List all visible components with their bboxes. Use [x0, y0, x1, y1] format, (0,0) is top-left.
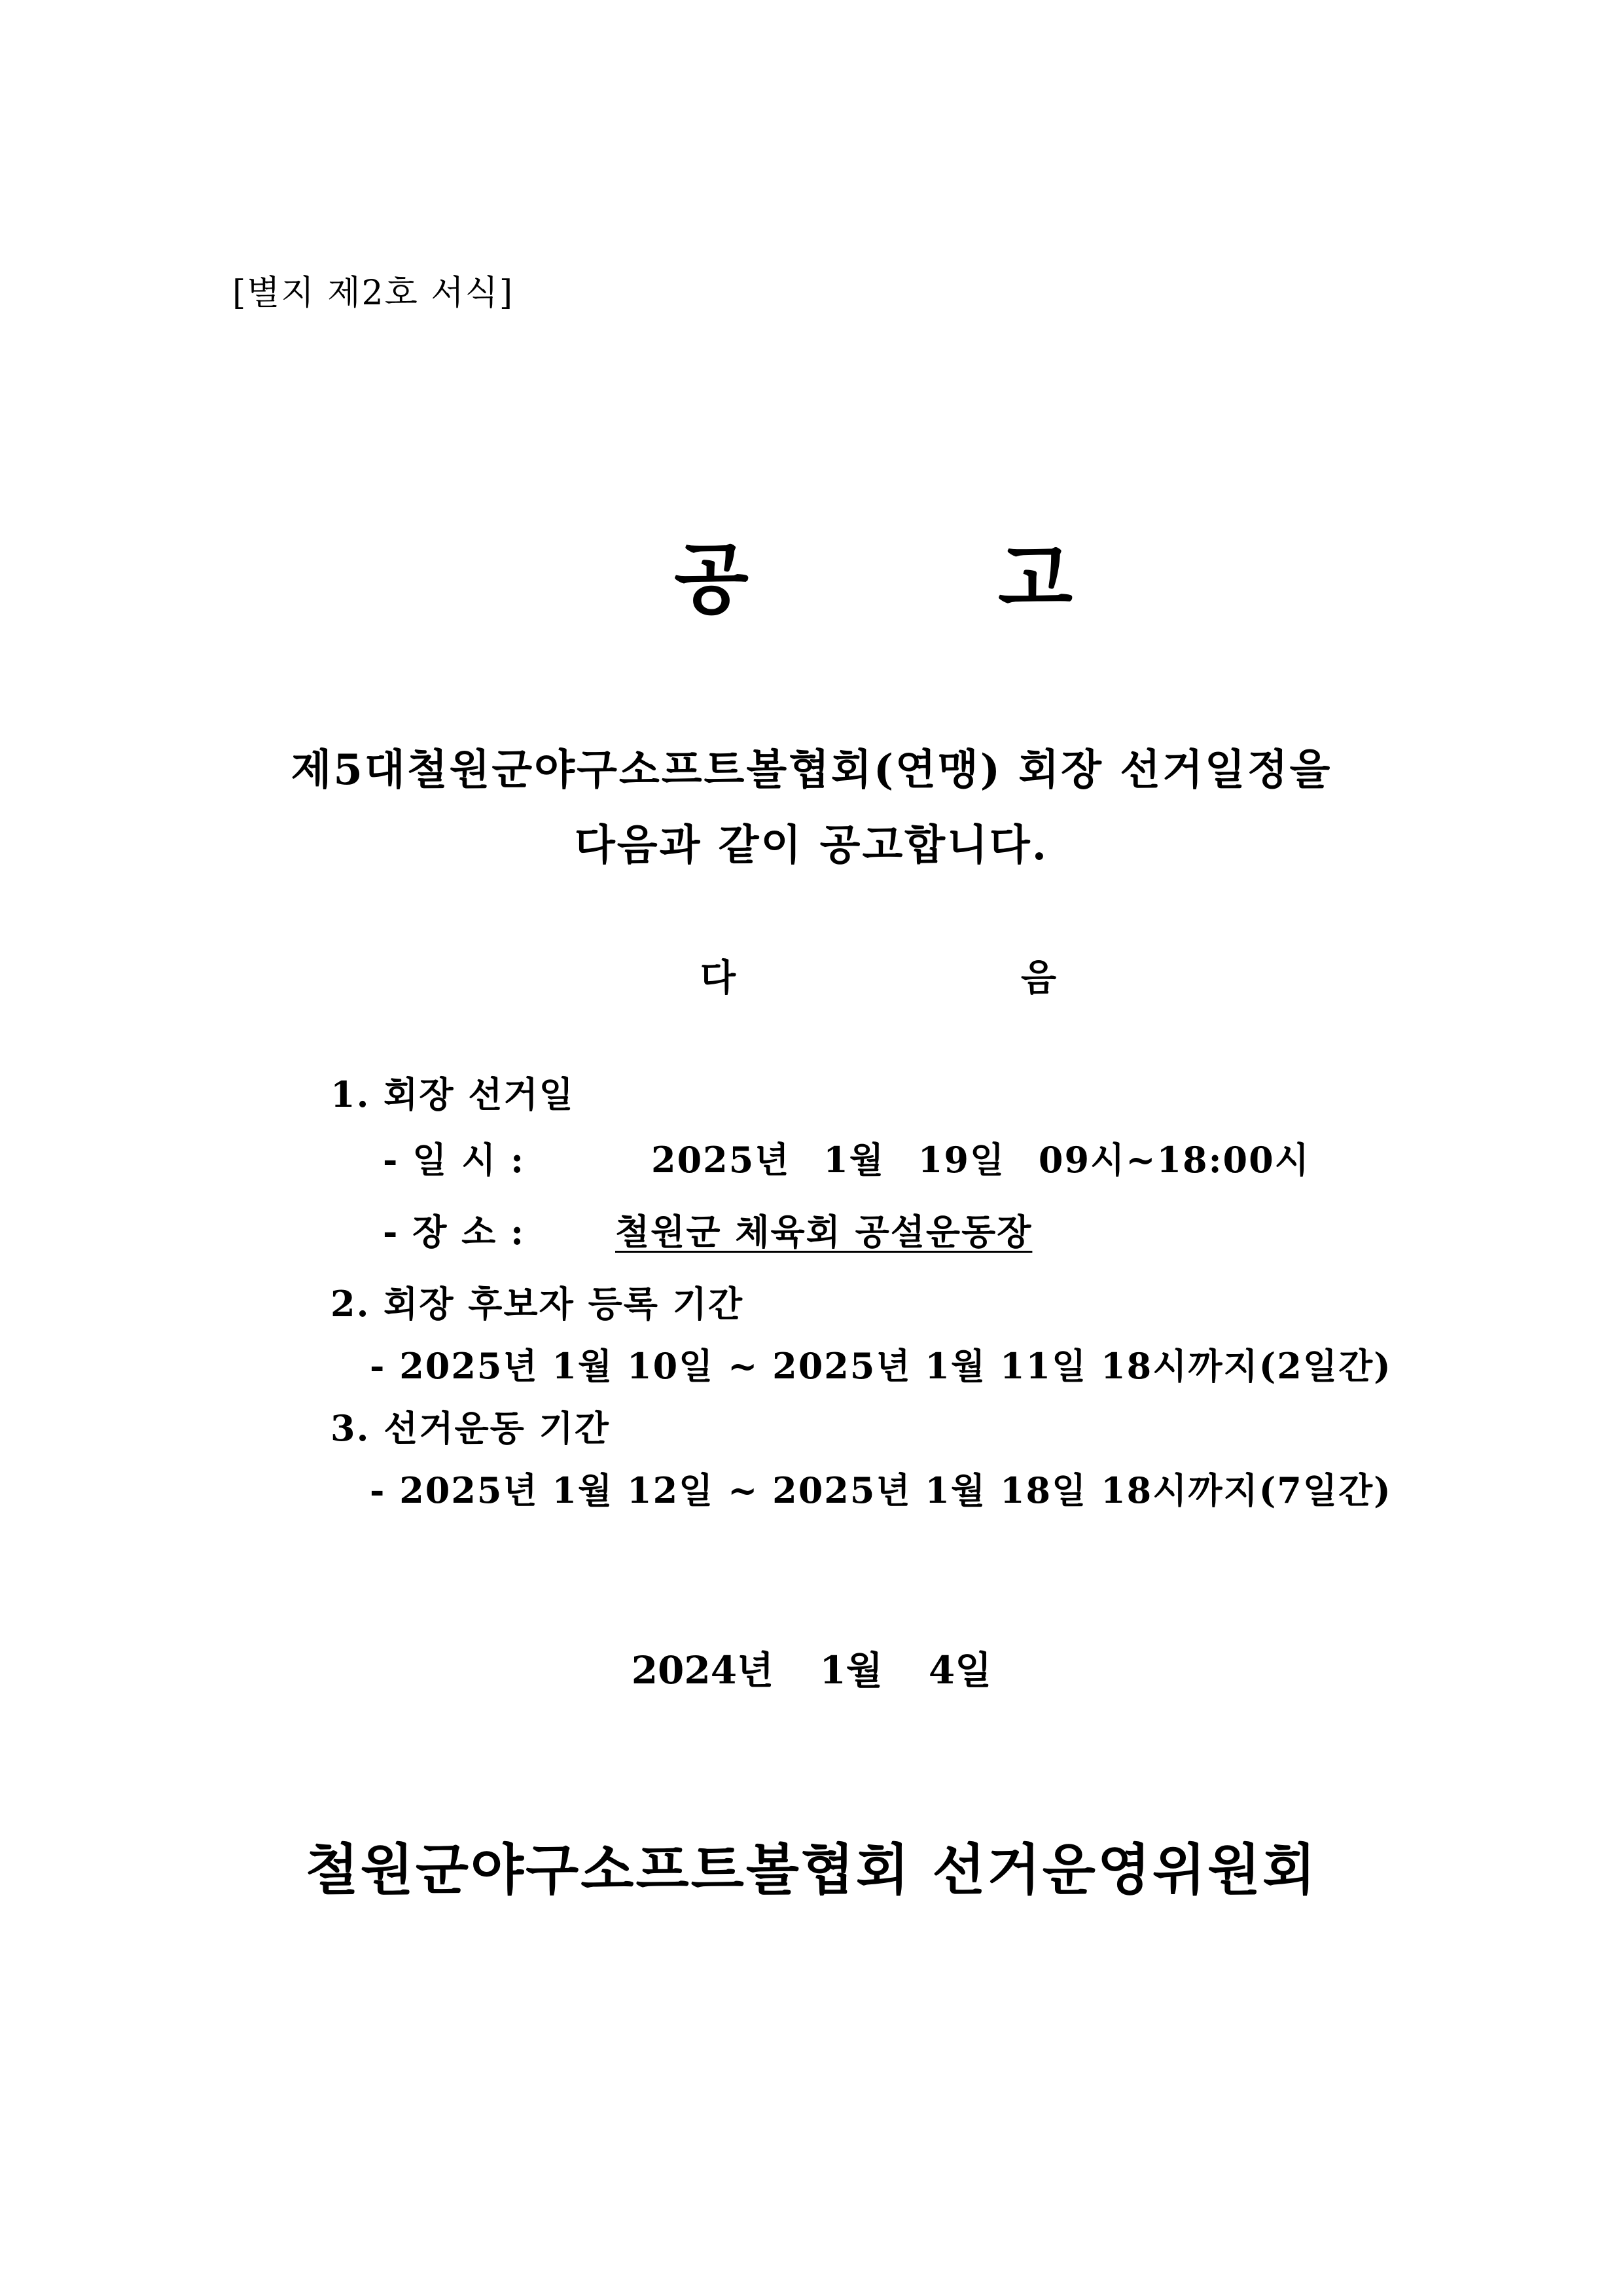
title-char-2: 고 — [998, 533, 1073, 624]
next-heading-char-2: 음 — [1021, 956, 1057, 999]
registration-period: - 2025년 1월 10일 ~ 2025년 1월 11일 18시까지(2일간) — [370, 1345, 1392, 1387]
intro-line-1: 제5대철원군야구소프트볼협회(연맹) 회장 선거일정을 — [291, 745, 1332, 795]
campaign-period: - 2025년 1월 12일 ~ 2025년 1월 18일 18시까지(7일간) — [370, 1469, 1392, 1511]
form-number-label: [별지 제2호 서식] — [232, 274, 514, 313]
election-time-label: - 일 시 : — [383, 1139, 526, 1181]
election-place-value: 철원군 체육회 공설운동장 — [615, 1211, 1033, 1253]
registration-heading: 2. 회장 후보자 등록 기간 — [330, 1283, 744, 1325]
election-day-heading: 1. 회장 선거일 — [330, 1073, 575, 1115]
announcement-date: 2024년 1월 4일 — [631, 1648, 992, 1693]
intro-line-2: 다음과 같이 공고합니다. — [574, 821, 1049, 870]
election-place-label: - 장 소 : — [383, 1211, 526, 1253]
committee-name: 철원군야구소프트볼협회 선거운영위원회 — [305, 1837, 1318, 1902]
title-char-1: 공 — [674, 533, 749, 624]
next-heading-char-1: 다 — [700, 956, 736, 999]
election-time-value: 2025년 1월 19일 09시~18:00시 — [651, 1139, 1310, 1181]
campaign-heading: 3. 선거운동 기간 — [330, 1407, 610, 1449]
